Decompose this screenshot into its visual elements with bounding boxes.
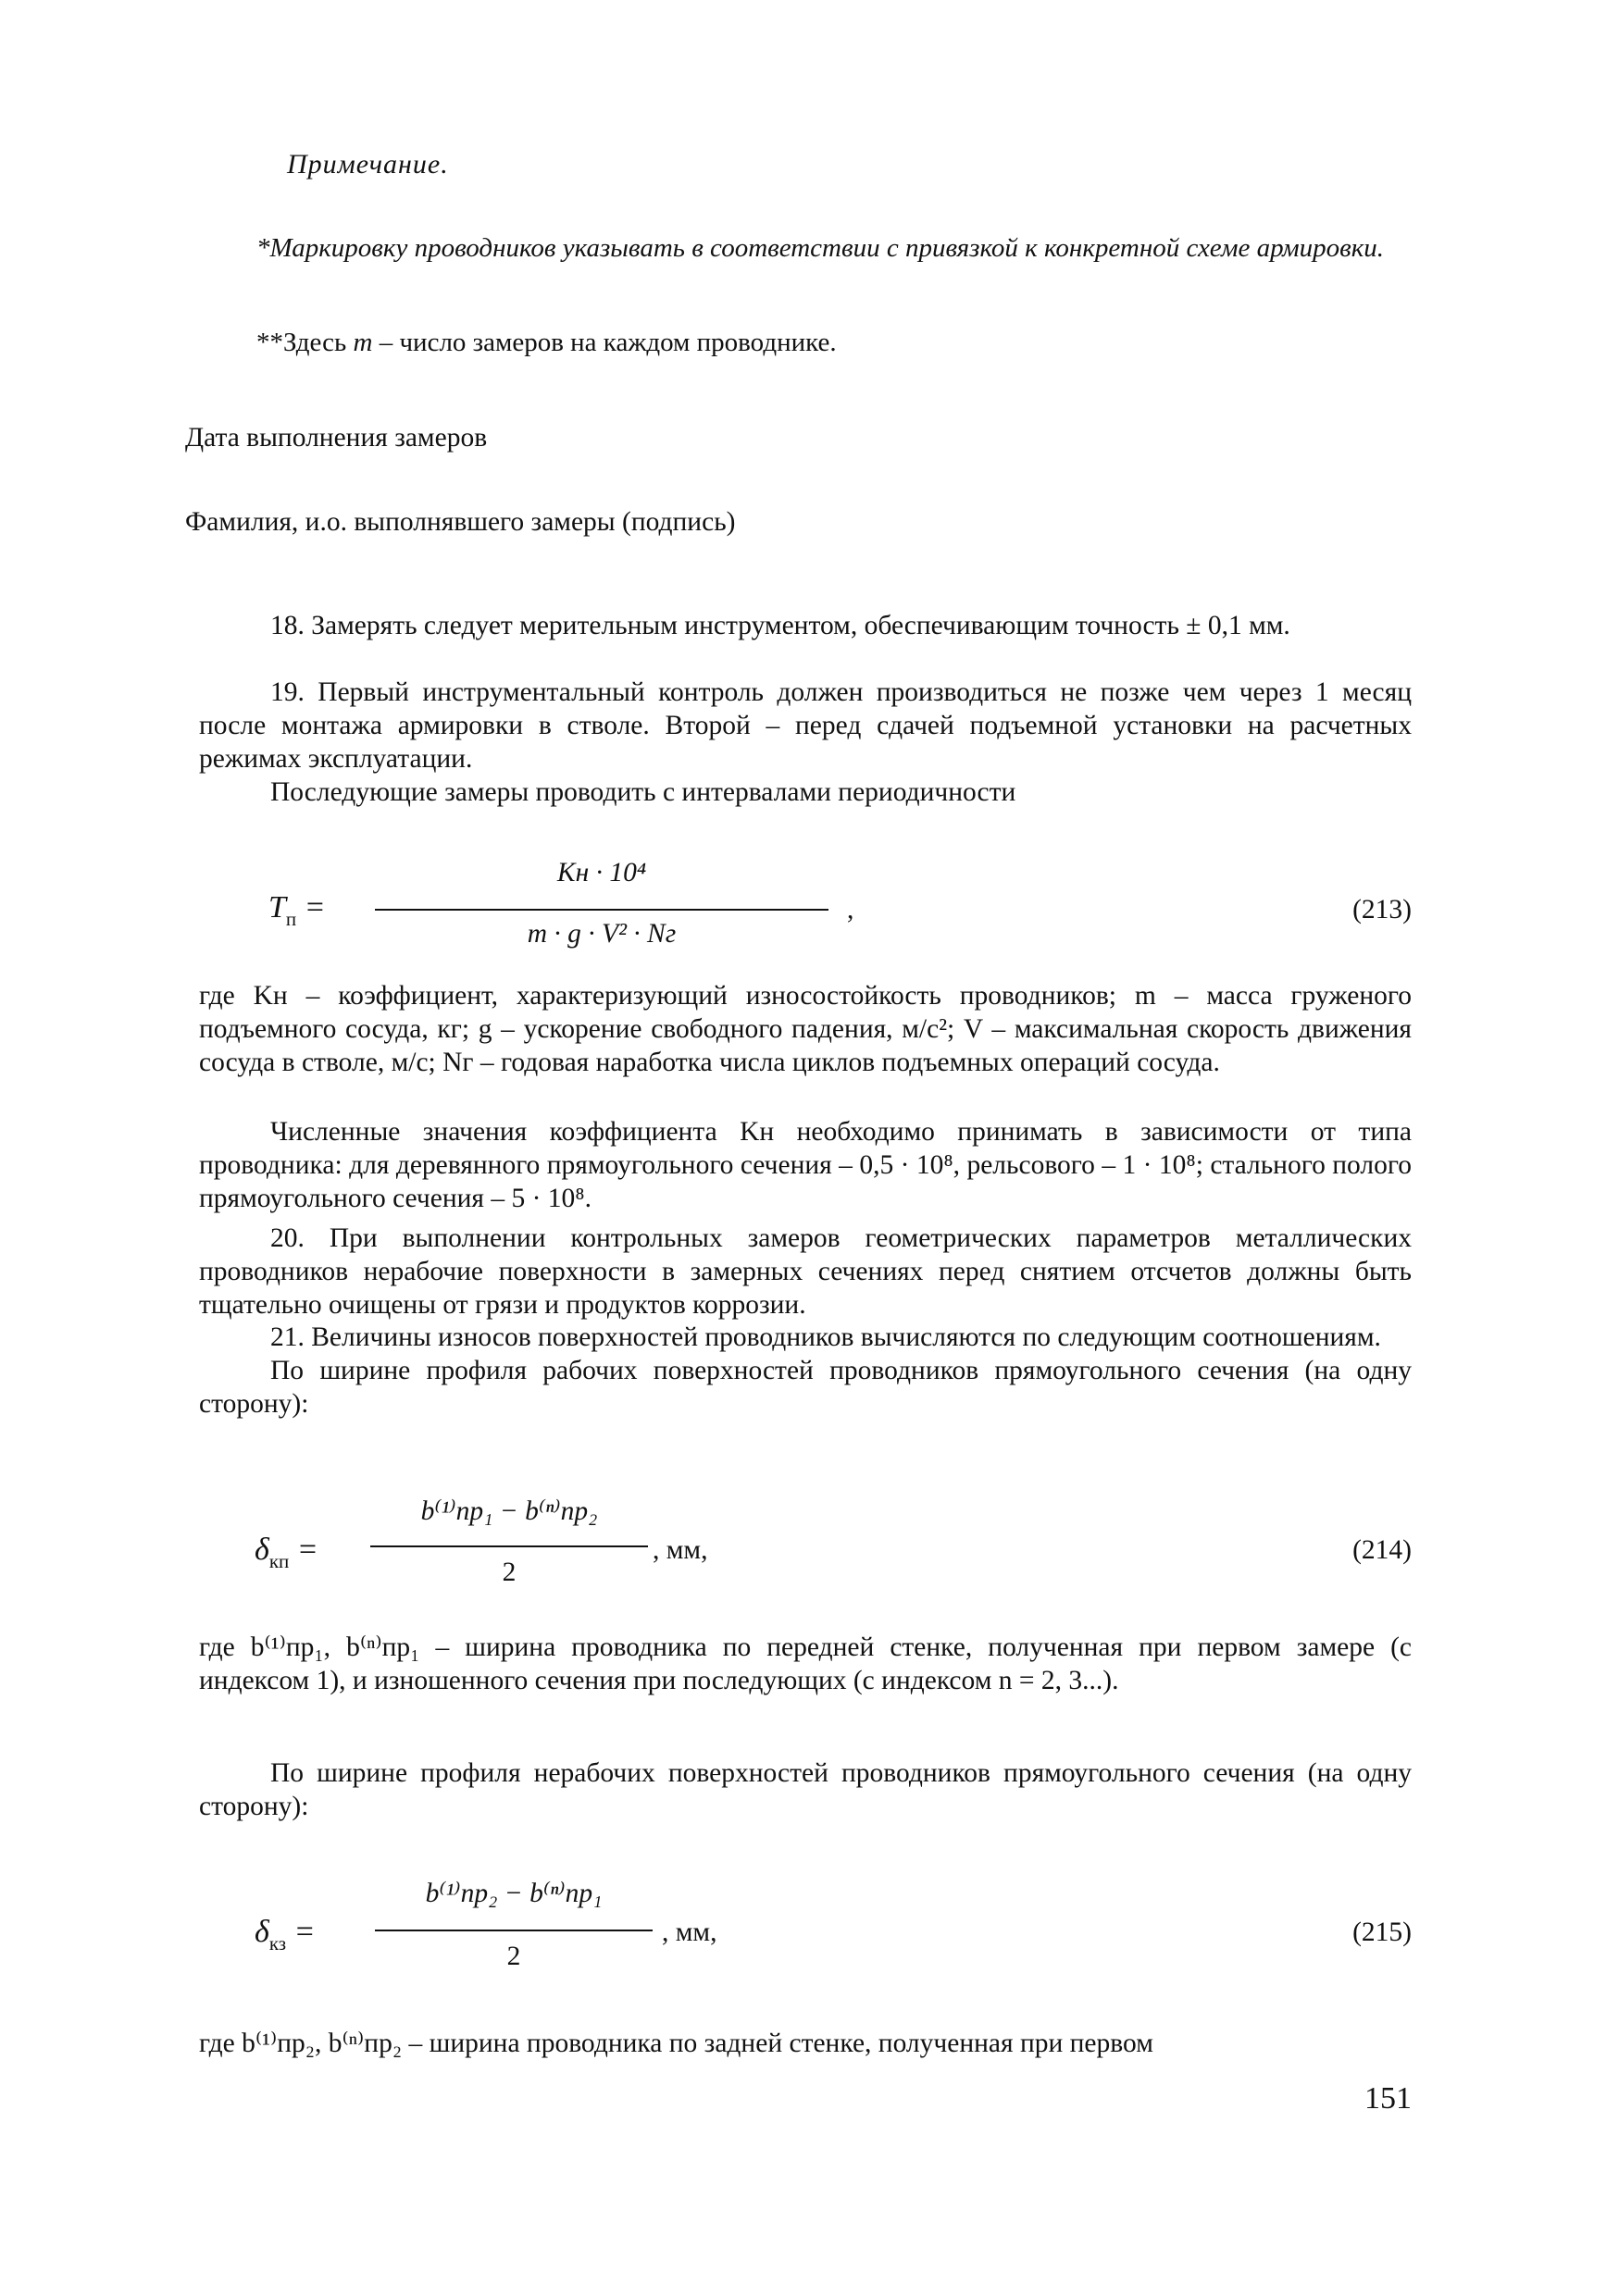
equation-215-lhs: $\delta_{кз}$ = [255, 1915, 316, 1955]
equation-213-lhs: $T_п$ = [268, 890, 326, 930]
note-title: Примечание. [287, 149, 449, 180]
equation-213-fraction [375, 847, 828, 967]
equation-213-number: (213) [1352, 895, 1412, 925]
equation-215-number: (215) [1352, 1917, 1412, 1947]
equation-213-numerator: Kн · 10⁴ [556, 858, 647, 887]
lhs-subscript: кп [268, 1550, 290, 1572]
paragraph-21b-text: По ширине профиля нерабочих поверхностей проводников прямоугольного сечения (на одну сторону): [199, 1758, 1412, 1821]
where-213 [199, 979, 1412, 1079]
paragraph-18 [199, 609, 1412, 642]
lhs-subscript: п [285, 908, 297, 930]
where-213-text: где Kн – коэффициент, характеризующий износостойкость проводников; m – масса груженого подъемного сосуда, кг; g – ускорение свободного падения, м/с²; V – максимальная скорость движения сосуда в стволе, м/с; Nг – годовая наработка числа циклов подъемных операций сосуда. [199, 981, 1412, 1077]
footnote-2-rest: – число замеров на каждом проводнике. [372, 328, 837, 357]
equation-214 [199, 1485, 1412, 1606]
where-215 [199, 2027, 1412, 2060]
equation-214-tail: , мм, [653, 1535, 708, 1565]
lhs-subscript: кз [268, 1932, 287, 1955]
footnote-1-text: *Маркировку проводников указывать в соответствии с привязкой к конкретной схеме армировки. [256, 233, 1385, 263]
where-215-text: где b⁽¹⁾пр₂, b⁽ⁿ⁾пр₂ – ширина проводника по задней стенке, полученная при первом [199, 2029, 1153, 2058]
lhs-symbol: T [268, 890, 286, 925]
where-214 [199, 1631, 1412, 1697]
fraction-bar [375, 1930, 653, 1931]
equation-214-lhs: $\delta_{кп}$ = [255, 1533, 318, 1572]
lhs-symbol: δ [255, 1533, 269, 1567]
fraction-bar [370, 1545, 648, 1547]
footnote-2-var: m [353, 328, 373, 357]
paragraph-19-cont: Последующие замеры проводить с интервалами периодичности [270, 777, 1016, 807]
paragraph-18-text: 18. Замерять следует мерительным инструментом, обеспечивающим точность ± 0,1 мм. [270, 611, 1290, 640]
paragraph-21-cont: По ширине профиля рабочих поверхностей проводников прямоугольного сечения (на одну сторону): [199, 1356, 1412, 1419]
equation-213-tail: , [847, 895, 854, 925]
k-values-text: Численные значения коэффициента Kн необходимо принимать в зависимости от типа проводника: для деревянного прямоугольного сечения – 0,5 · 10⁸, рельсового – 1 · 10⁸; стального полого прямоугольного сечения – 5 · 10⁸. [199, 1117, 1412, 1213]
equation-215-numerator: b⁽¹⁾пр₂ − b⁽ⁿ⁾пр₁ [425, 1879, 603, 1908]
equation-215-denominator: 2 [506, 1942, 521, 1971]
paragraph-21-text: 21. Величины износов поверхностей проводников вычисляются по следующим соотношениям. [270, 1322, 1381, 1352]
equation-214-fraction [370, 1485, 648, 1606]
note-footnote-2 [256, 326, 1275, 359]
page-number: 151 [1364, 2081, 1412, 2116]
paragraph-21b [199, 1756, 1412, 1823]
paragraph-19 [199, 676, 1412, 809]
equation-214-numerator: b⁽¹⁾пр₁ − b⁽ⁿ⁾пр₂ [420, 1496, 598, 1526]
equation-215 [199, 1860, 1412, 1980]
k-values [199, 1115, 1412, 1215]
lhs-symbol: δ [255, 1915, 269, 1949]
note-footnote-1 [199, 231, 1412, 265]
field-date: Дата выполнения замеров [185, 423, 488, 453]
paragraph-21 [199, 1321, 1412, 1421]
fraction-bar [375, 909, 828, 911]
paragraph-20-text: 20. При выполнении контрольных замеров геометрических параметров металлических проводников нерабочие поверхности в замерных сечениях перед снятием отсчетов должны быть тщательно очищены от грязи и продуктов коррозии. [199, 1223, 1412, 1320]
paragraph-20 [199, 1222, 1412, 1322]
equation-213-denominator: m · g · V² · Nг [527, 919, 677, 949]
equation-214-denominator: 2 [502, 1558, 517, 1587]
footnote-2-star: **Здесь [256, 328, 354, 357]
equation-214-number: (214) [1352, 1535, 1412, 1565]
paragraph-19-text: 19. Первый инструментальный контроль должен производиться не позже чем через 1 месяц после монтажа армировки в стволе. Второй – перед сдачей подъемной установки на расчетных режимах эксплуатации. [199, 677, 1412, 774]
equation-213 [199, 847, 1412, 967]
equation-215-fraction [375, 1860, 653, 1980]
field-name-signature: Фамилия, и.о. выполнявшего замеры (подпись) [185, 507, 736, 537]
where-214-text: где b⁽¹⁾пр₁, b⁽ⁿ⁾пр₁ – ширина проводника по передней стенке, полученная при первом замере (с индексом 1), и изношенного сечения при последующих (с индексом n = 2, 3...). [199, 1632, 1412, 1695]
equation-215-tail: , мм, [662, 1917, 717, 1947]
